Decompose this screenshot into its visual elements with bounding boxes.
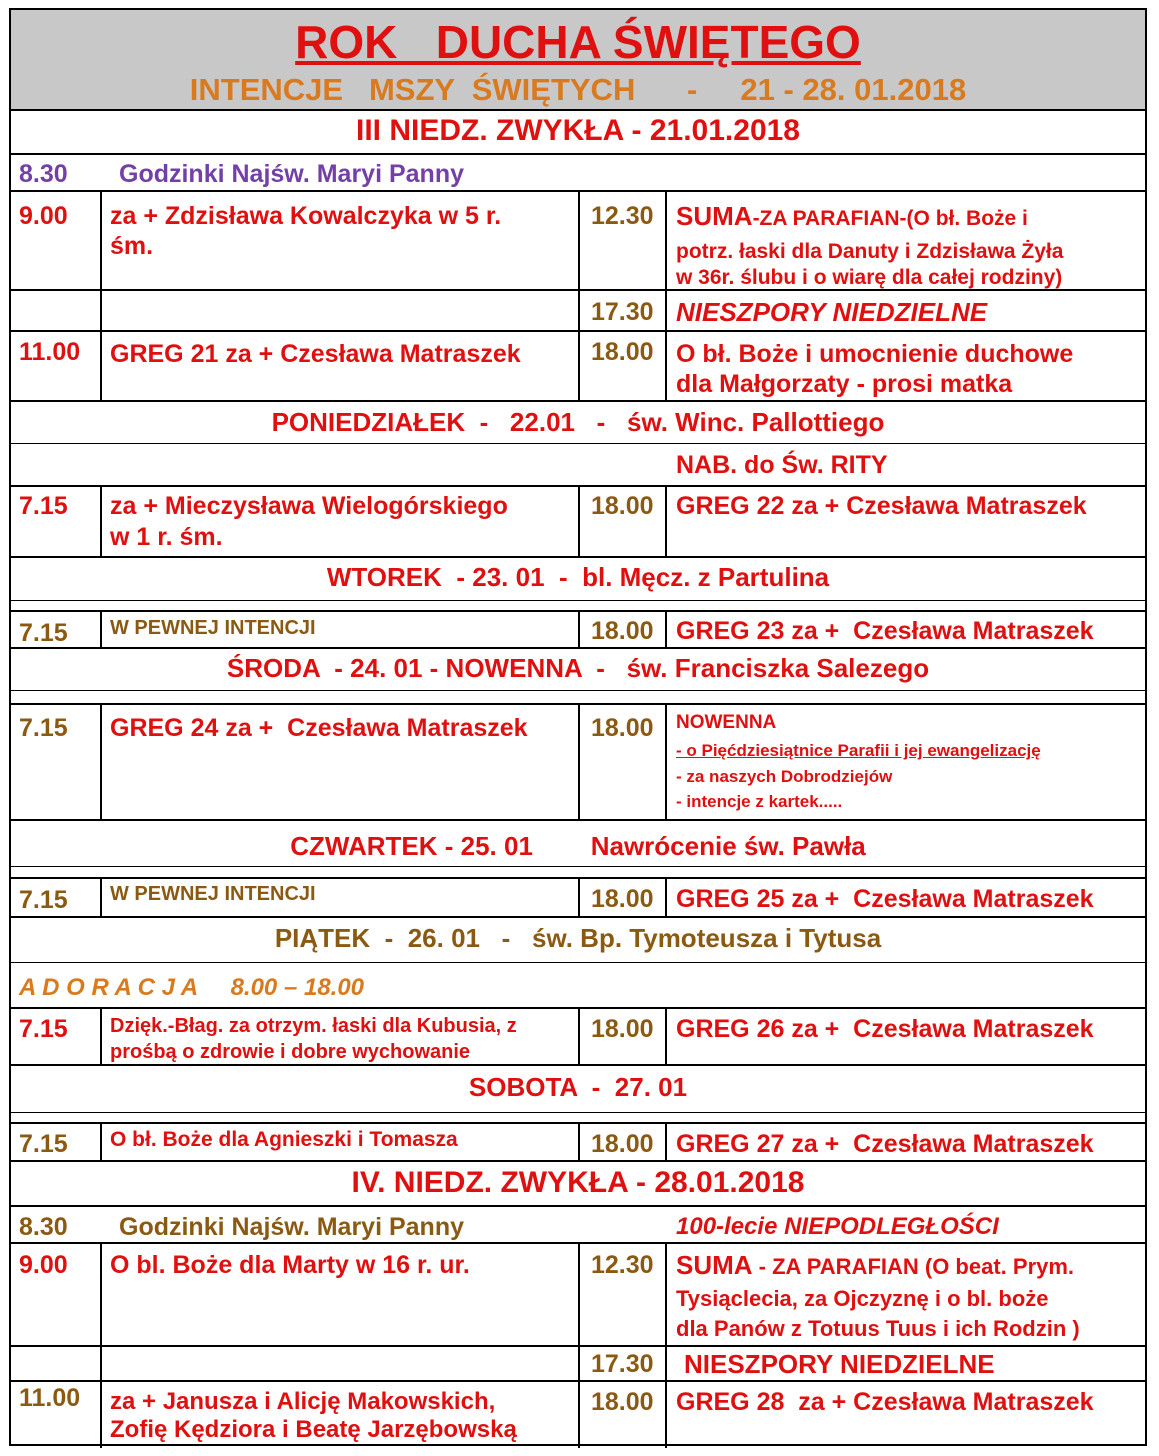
mass-time: 9.00	[19, 202, 68, 230]
novena-line: - za naszych Dobrodziejów	[676, 767, 893, 786]
mass-intention: GREG 28 za + Czesława Matraszek	[676, 1388, 1094, 1416]
adoration-note: A D O R A C J A 8.00 – 18.00	[19, 974, 365, 1001]
mass-intention: za + Zdzisława Kowalczyka w 5 r.	[110, 202, 502, 230]
monday-note: NAB. do Św. RITY	[676, 451, 888, 479]
mass-time: 8.30	[19, 1213, 68, 1241]
mass-time: 12.30	[591, 202, 654, 230]
mass-intention: Godzinki Najśw. Maryi Panny	[119, 1213, 464, 1241]
anniversary-note: 100-lecie NIEPODLEGŁOŚCI	[676, 1213, 999, 1240]
mass-time: 7.15	[19, 1015, 68, 1043]
mass-intention-suma	[676, 202, 1028, 232]
day-heading-wednesday: ŚRODA - 24. 01 - NOWENNA - św. Franciszka Salezego	[226, 653, 930, 683]
day-heading-saturday: SOBOTA - 27. 01	[468, 1072, 688, 1102]
mass-intention: GREG 27 za + Czesława Matraszek	[676, 1130, 1094, 1158]
mass-time: 8.30	[19, 160, 68, 188]
mass-intention: W PEWNEJ INTENCJI	[110, 883, 316, 905]
mass-intention: GREG 22 za + Czesława Matraszek	[676, 492, 1087, 520]
mass-time: 7.15	[19, 492, 68, 520]
mass-intention-cont: potrz. łaski dla Danuty i Zdzisława Żyła	[676, 240, 1064, 263]
mass-time: 18.00	[591, 1130, 654, 1158]
mass-intention: Godzinki Najśw. Maryi Panny	[119, 160, 464, 188]
mass-time: 18.00	[591, 885, 654, 913]
day-heading-thursday: CZWARTEK - 25. 01 Nawrócenie św. Pawła	[290, 831, 866, 861]
mass-intention-cont: Tysiąclecia, za Ojczyznę i o bl. boże	[676, 1286, 1049, 1311]
mass-intention: O bł. Boże dla Agnieszki i Tomasza	[110, 1128, 458, 1151]
mass-intention: za + Mieczysława Wielogórskiego	[110, 492, 508, 520]
mass-time: 9.00	[19, 1251, 68, 1279]
suma-label: SUMA	[676, 201, 753, 231]
day-heading-monday: PONIEDZIAŁEK - 22.01 - św. Winc. Pallottiego	[271, 407, 885, 437]
mass-time: 18.00	[591, 1388, 654, 1416]
mass-intention: Dzięk.-Błag. za otrzym. łaski dla Kubusia, z	[110, 1015, 517, 1037]
page-subtitle: INTENCJE MSZY ŚWIĘTYCH - 21 - 28. 01.2018	[189, 72, 967, 107]
mass-intention: GREG 25 za + Czesława Matraszek	[676, 885, 1094, 913]
mass-intention: W PEWNEJ INTENCJI	[110, 617, 316, 639]
mass-intention: GREG 21 za + Czesława Matraszek	[110, 340, 521, 368]
suma-label: SUMA	[676, 1250, 753, 1280]
suma-text: -ZA PARAFIAN-(O bł. Boże i	[752, 207, 1028, 230]
day-heading-friday: PIĄTEK - 26. 01 - św. Bp. Tymoteusza i Tytusa	[274, 923, 882, 953]
mass-time: 7.15	[19, 714, 68, 742]
day-heading-sunday-2: IV. NIEDZ. ZWYKŁA - 28.01.2018	[351, 1166, 805, 1199]
novena-line: - intencje z kartek.....	[676, 792, 843, 811]
mass-intention: O bl. Boże dla Marty w 16 r. ur.	[110, 1251, 470, 1279]
day-heading-tuesday: WTOREK - 23. 01 - bl. Męcz. z Partulina	[326, 562, 830, 592]
novena-title: NOWENNA	[676, 712, 777, 733]
mass-intention-cont: w 36r. ślubu i o wiarę dla całej rodziny)	[676, 266, 1063, 289]
day-heading-sunday-1: III NIEDZ. ZWYKŁA - 21.01.2018	[355, 114, 800, 147]
mass-time: 18.00	[591, 492, 654, 520]
mass-time: 11.00	[19, 338, 81, 366]
mass-intention-suma	[676, 1251, 1074, 1281]
mass-time: 11.00	[19, 1384, 81, 1412]
novena-line: - o Pięćdziesiątnice Parafii i jej ewangelizację	[676, 741, 1041, 760]
mass-time: 17.30	[591, 298, 654, 326]
mass-intention: GREG 26 za + Czesława Matraszek	[676, 1015, 1094, 1043]
mass-intention-cont: Zofię Kędziora i Beatę Jarzębowską	[110, 1416, 517, 1443]
mass-intention: za + Janusza i Alicję Makowskich,	[110, 1388, 496, 1415]
mass-intention-cont: prośbą o zdrowie i dobre wychowanie	[110, 1041, 471, 1063]
mass-intention-cont: dla Małgorzaty - prosi matka	[676, 370, 1013, 398]
vespers-label: NIESZPORY NIEDZIELNE	[676, 297, 988, 327]
mass-time: 7.15	[19, 619, 68, 647]
mass-intention: GREG 23 za + Czesława Matraszek	[676, 617, 1094, 645]
suma-text: - ZA PARAFIAN (O beat. Prym.	[752, 1254, 1075, 1279]
mass-intention: O bł. Boże i umocnienie duchowe	[676, 340, 1074, 368]
mass-time: 18.00	[591, 338, 654, 366]
mass-time: 17.30	[591, 1350, 654, 1378]
mass-intention: GREG 24 za + Czesława Matraszek	[110, 714, 528, 742]
mass-time: 18.00	[591, 714, 654, 742]
mass-time: 7.15	[19, 1130, 68, 1158]
page-title: ROK DUCHA ŚWIĘTEGO	[295, 16, 861, 68]
intentions-sheet	[9, 8, 1147, 1446]
mass-time: 7.15	[19, 886, 68, 914]
mass-time: 12.30	[591, 1251, 654, 1279]
vespers-label: NIESZPORY NIEDZIELNE	[684, 1349, 995, 1379]
mass-intention-cont: w 1 r. śm.	[110, 523, 223, 551]
mass-time: 18.00	[591, 617, 654, 645]
mass-intention-cont: dla Panów z Totuus Tuus i ich Rodzin )	[676, 1316, 1080, 1341]
mass-intention-cont: śm.	[110, 232, 154, 260]
mass-time: 18.00	[591, 1015, 654, 1043]
